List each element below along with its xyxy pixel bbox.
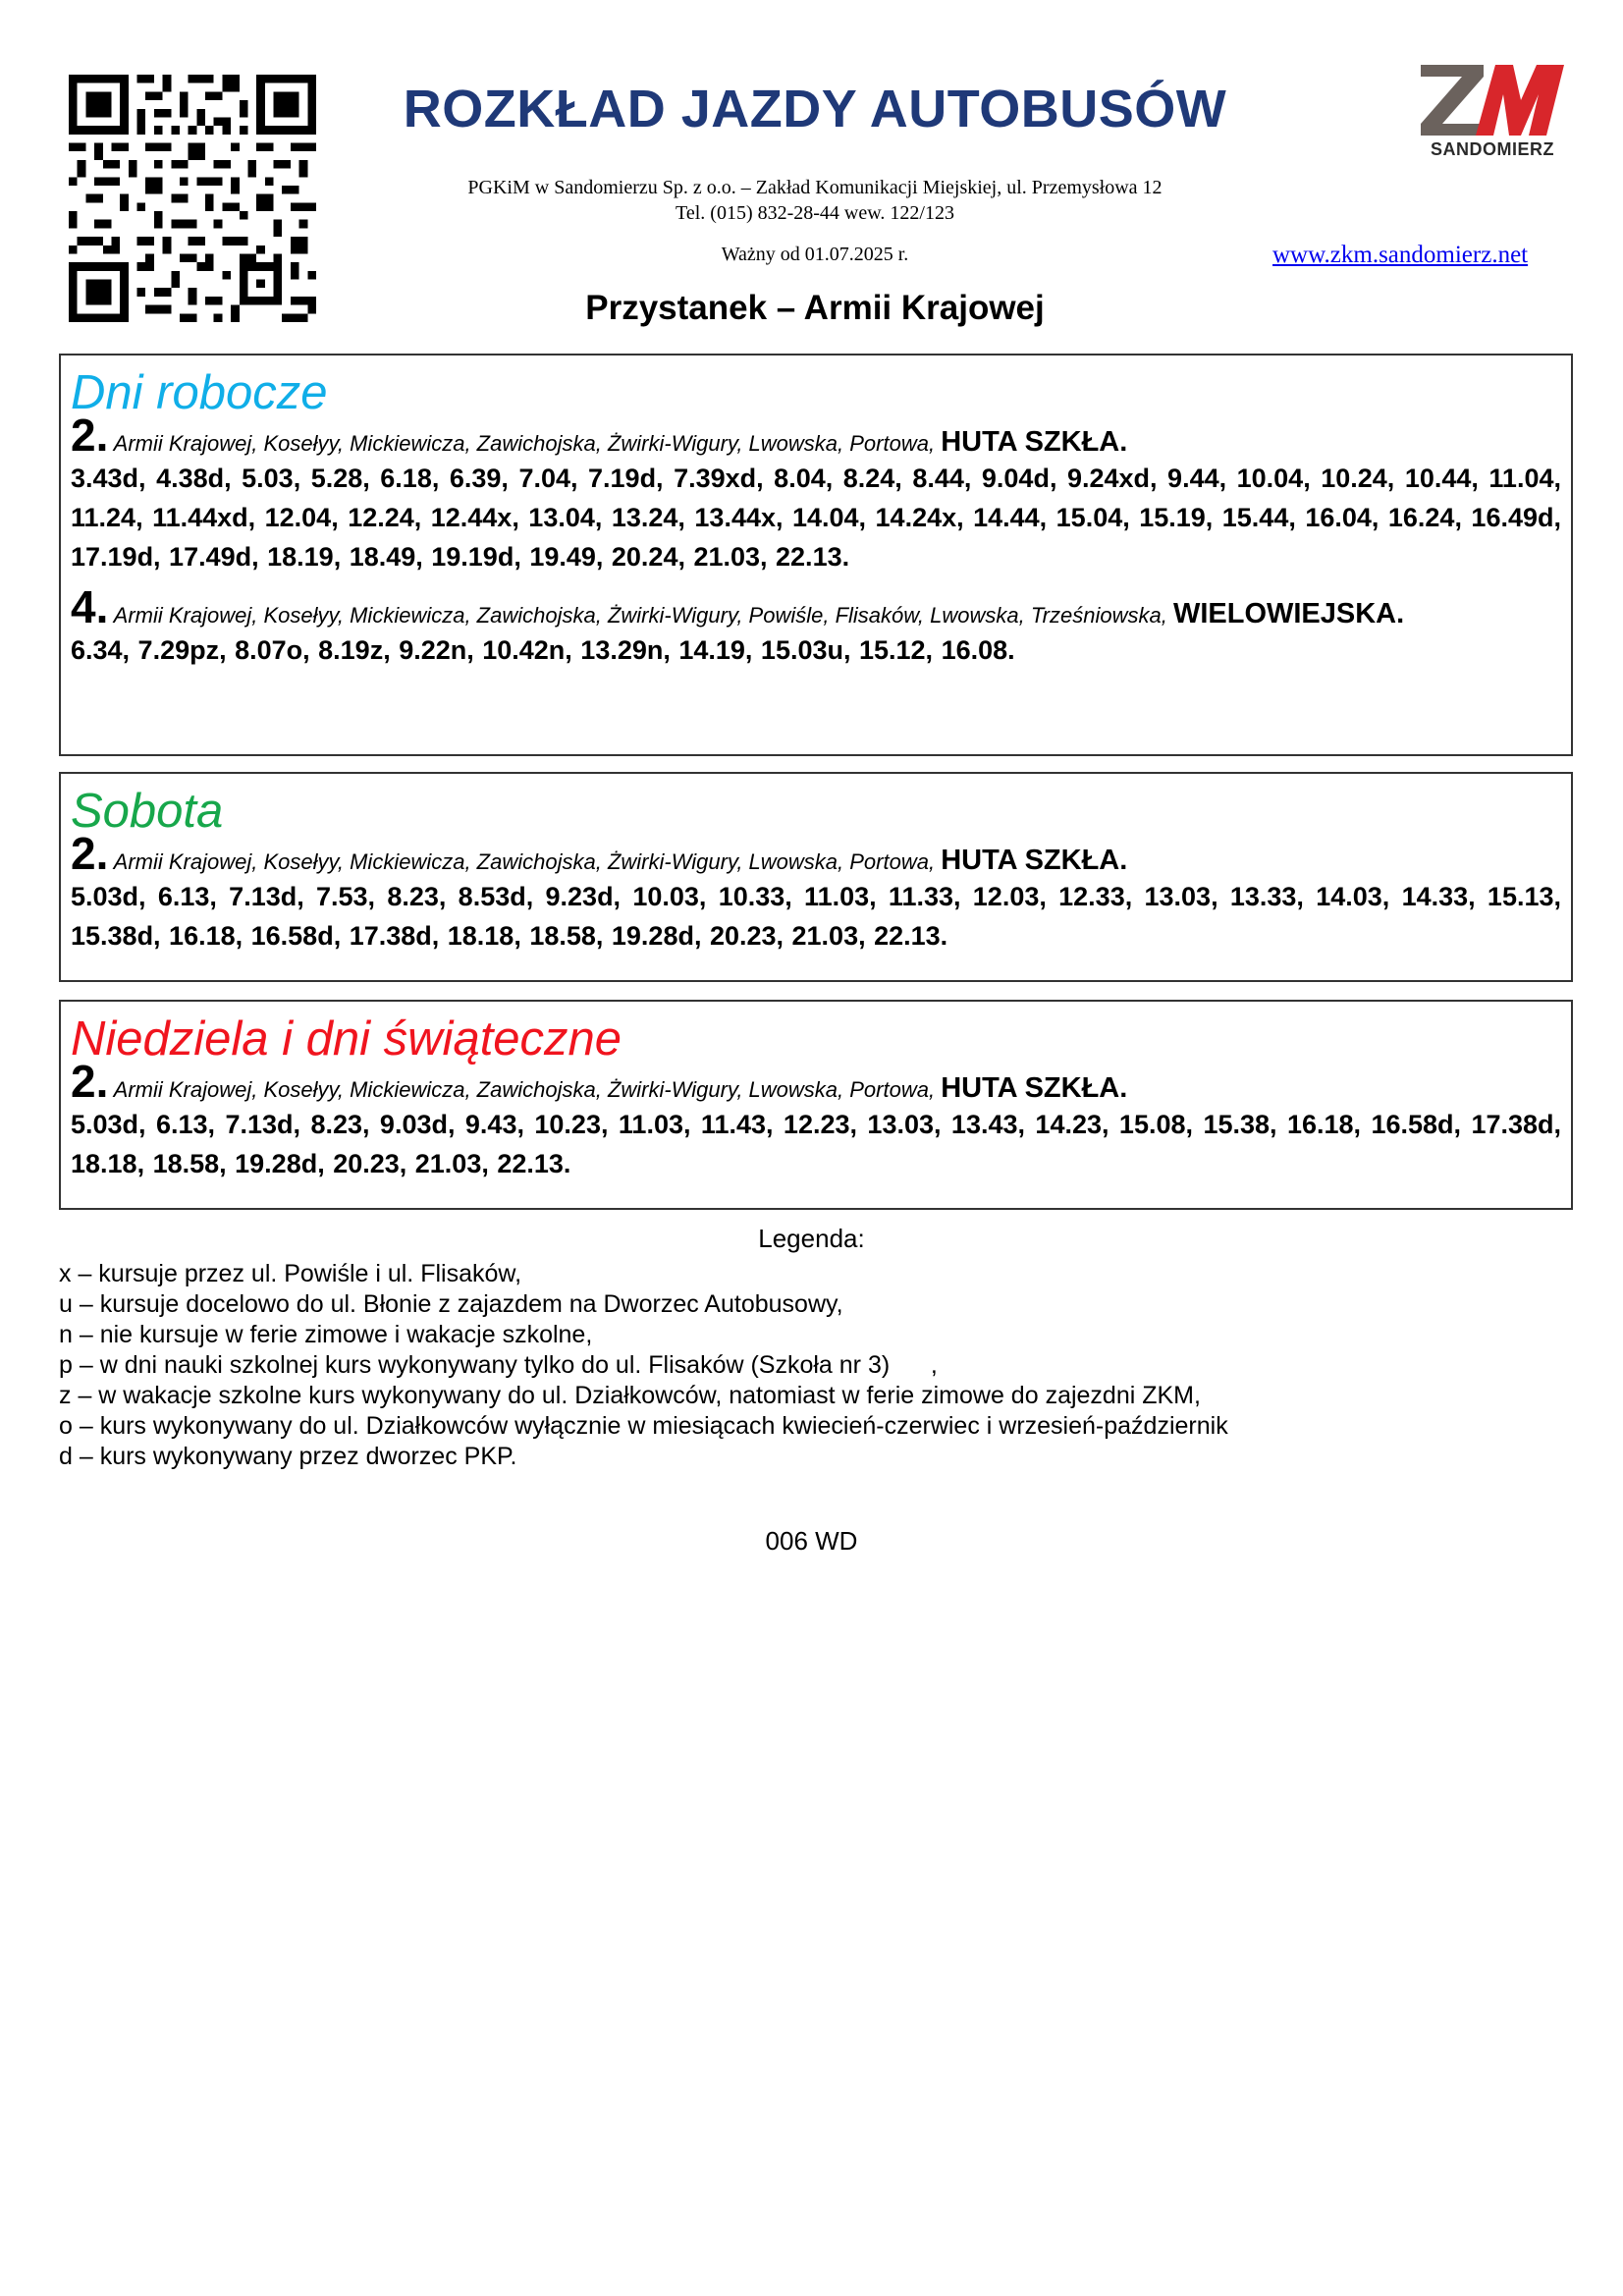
legend-item: o – kurs wykonywany do ul. Działkowców wyłącznie w miesiącach kwiecień-czerwiec i wrzesień-październik [59, 1412, 1228, 1440]
route-2-departures: 5.03d, 6.13, 7.13d, 7.53, 8.23, 8.53d, 9.23d, 10.03, 10.33, 11.03, 11.33, 12.03, 12.33, 13.03, 13.33, 14.03, 14.33, 15.13, 15.38d, 16.18, 16.58d, 17.38d, 18.18, 18.58, 19.28d, 20.23, 21.03, 22.13. [71, 882, 1561, 951]
route-number: 2. [71, 410, 109, 461]
legend-item: n – nie kursuje w ferie zimowe i wakacje szkolne, [59, 1321, 593, 1348]
sunday-heading: Niedziela i dni świąteczne [71, 1012, 622, 1066]
organization-address: PGKiM w Sandomierzu Sp. z o.o. – Zakład Komunikacji Miejskiej, ul. Przemysłowa 12 [467, 177, 1163, 198]
route-4-departures: 6.34, 7.29pz, 8.07o, 8.19z, 9.22n, 10.42n, 13.29n, 14.19, 15.03u, 15.12, 16.08. [71, 635, 1015, 665]
route-destination: HUTA SZKŁA. [941, 1072, 1128, 1104]
saturday-heading: Sobota [71, 785, 224, 838]
saturday-section [59, 772, 1573, 982]
legend-item: x – kursuje przez ul. Powiśle i ul. Flisaków, [59, 1260, 522, 1287]
route-via: Armii Krajowej, Kosełyy, Mickiewicza, Zawichojska, Żwirki-Wigury, Powiśle, Flisaków, Lwowska, Trześniowska, [113, 603, 1167, 628]
route-2-description [71, 410, 1561, 461]
route-2-description [71, 1056, 1561, 1107]
legend-item: z – w wakacje szkolne kurs wykonywany do ul. Działkowców, natomiast w ferie zimowe do zajezdni ZKM, [59, 1382, 1201, 1409]
route-via: Armii Krajowej, Kosełyy, Mickiewicza, Zawichojska, Żwirki-Wigury, Lwowska, Portowa, [113, 849, 936, 874]
route-4-description [71, 581, 1561, 632]
route-2-departures: 3.43d, 4.38d, 5.03, 5.28, 6.18, 6.39, 7.04, 7.19d, 7.39xd, 8.04, 8.24, 8.44, 9.04d, 9.24xd, 9.44, 10.04, 10.24, 10.44, 11.04, 11.24, 11.44xd, 12.04, 12.24, 12.44x, 13.04, 13.24, 13.44x, 14.04, 14.24x, 14.44, 15.04, 15.19, 15.44, 16.04, 16.24, 16.49d, 17.19d, 17.49d, 18.19, 18.49, 19.19d, 19.49, 20.24, 21.03, 22.13. [71, 464, 1561, 572]
legend-item: p – w dni nauki szkolnej kurs wykonywany tylko do ul. Flisaków (Szkoła nr 3) , [59, 1351, 938, 1379]
weekday-heading: Dni robocze [71, 366, 328, 419]
route-number: 2. [71, 828, 109, 879]
route-2-description [71, 828, 1561, 879]
route-via: Armii Krajowej, Kosełyy, Mickiewicza, Zawichojska, Żwirki-Wigury, Lwowska, Portowa, [113, 431, 936, 456]
route-via: Armii Krajowej, Kosełyy, Mickiewicza, Zawichojska, Żwirki-Wigury, Lwowska, Portowa, [113, 1077, 936, 1102]
document-code: 006 WD [765, 1526, 858, 1556]
zkm-logo-mark [1419, 63, 1566, 139]
route-destination: HUTA SZKŁA. [941, 845, 1128, 876]
route-number: 2. [71, 1056, 109, 1107]
route-number: 4. [71, 581, 109, 632]
route-destination: HUTA SZKŁA. [941, 426, 1128, 458]
legend-title: Legenda: [758, 1224, 865, 1253]
route-2-departures: 5.03d, 6.13, 7.13d, 8.23, 9.03d, 9.43, 10.23, 11.03, 11.43, 12.23, 13.03, 13.43, 14.23, 15.08, 15.38, 16.18, 16.58d, 17.38d, 18.18, 18.58, 19.28d, 20.23, 21.03, 22.13. [71, 1110, 1561, 1178]
weekday-section [59, 354, 1573, 756]
stop-name: Przystanek – Armii Krajowej [585, 289, 1045, 327]
legend-item: d – kurs wykonywany przez dworzec PKP. [59, 1443, 517, 1470]
organization-phone: Tel. (015) 832-28-44 wew. 122/123 [676, 202, 954, 224]
logo-city: SANDOMIERZ [1431, 139, 1554, 159]
website-link[interactable]: www.zkm.sandomierz.net [1272, 242, 1529, 268]
page-title: ROZKŁAD JAZDY AUTOBUSÓW [403, 80, 1227, 138]
sunday-section [59, 1000, 1573, 1210]
zkm-logo [1419, 63, 1566, 163]
organization-info [324, 175, 1306, 226]
valid-from: Ważny od 01.07.2025 r. [721, 244, 909, 265]
legend-list [59, 1259, 1228, 1472]
legend-item: u – kursuje docelowo do ul. Błonie z zajazdem na Dworzec Autobusowy, [59, 1290, 843, 1318]
qr-code [69, 75, 316, 322]
route-destination: WIELOWIEJSKA. [1172, 598, 1405, 629]
